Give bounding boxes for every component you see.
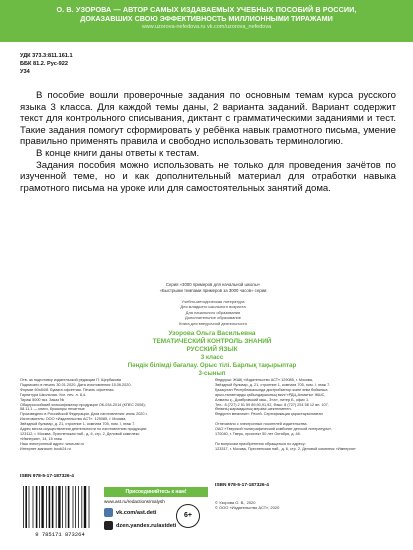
author-name: Узорова Ольга Васильевна [168, 330, 256, 337]
imprint-line: Тел.: 8 (727) 2 51 59 89,90,91,92, Факс: 8 (727) 251 58 12 вн. 107. [215, 402, 329, 407]
imprint-line: Гарнитура Школьная. Усл. печ. л. 8,4. [20, 392, 87, 397]
website-link[interactable]: www.ast.ru/redactions/malysh [104, 499, 165, 504]
imprint-line: Интернет-магазин: book24.ru [20, 446, 71, 451]
join-us-header: Присоединяйтесь к нам! [104, 487, 208, 497]
series-line-1: Серия «3000 примеров для начальной школы» [165, 282, 261, 287]
genre-line-4: Дополнительное образование [184, 315, 242, 321]
genre-info [118, 299, 308, 326]
kazakh-title: Пәндік білімді бағалау. Орыс тілі. Барлық тақырыптар [127, 362, 297, 369]
imprint-line: Формат 60х84/8. Бумага офсетная. Печать офсетная. [20, 387, 115, 392]
imprint-line: 123317, г. Москва, Пресненская наб., д. 6, стр. 2, Деловой комплекс «Империя» [215, 446, 356, 451]
imprint-line: ОАО «Тверской полиграфический комбинат детской литературы», [215, 427, 333, 432]
imprint-line: Общероссийский классификатор продукции ОК-034-2014 (КПЕС 2008); [20, 402, 146, 407]
annotation-text [20, 90, 396, 194]
imprint-line: Звёздный бульвар, д. 21, строение 1, комната 705, пом. I, этаж 7. [20, 422, 136, 427]
kazakh-grade: 3-сынып [198, 370, 226, 377]
imprint-line: Наш электронный адрес: www.ast.ru [20, 441, 85, 446]
imprint-line: По вопросам приобретения обращаться по адресу: [215, 441, 306, 446]
imprint-line: Өндіруші: ЖШҚ «Издательство АСТ» 129085, г. Москва, [215, 378, 313, 382]
imprint-line: 123112, г. Москва, Пресненская наб., д. 6, стр. 2, Деловой комплекс [20, 431, 140, 436]
imprint-line: Алматы қ., Домбровский көш., 3«а», литер Б, офис 1. [215, 397, 310, 402]
annotation-paragraph-1: В пособие вошли проверочные задания по основным темам курса русского языка 3 класса. Для каждой темы даны, 2 варианта заданий. Вариант содержит текст для контрольного списывания, диктант с грамматическими заданиями и тест. Такие задания помогут сформировать у ребёнка навык грамотного письма, умение правильно применять правила и свободно использовать терминологию. [20, 90, 396, 148]
imprint-line: 58.11.1 — книги, брошюры печатные [20, 407, 85, 412]
genre-line-1: Учебно-методическая литература [181, 299, 245, 304]
imprint-line: Адрес места осуществления деятельности по изготовлению продукции: [20, 427, 148, 432]
banner-links[interactable]: www.uzorova-nefedova.ru vk.com/uzorova_nefedova [141, 24, 272, 30]
imprint-line: Отв. за подготовку издательской редакции П. Щербакова [20, 378, 121, 382]
banner-line-1: О. В. УЗОРОВА — АВТОР САМЫХ ИЗДАВАЕМЫХ УЧЕБНЫХ ПОСОБИЙ В РОССИИ, [56, 5, 357, 14]
age-rating-badge: 6+ [176, 504, 200, 528]
barcode-number: 9 785171 873264 [35, 531, 85, 538]
classification-codes [20, 52, 73, 77]
imprint-line: Изготовитель: ООО «Издательство АСТ». 129085, г. Москва, [20, 417, 127, 422]
series-line-2: «Быстрыми темпами примеров за 3000 часов» серии [159, 287, 267, 293]
dzen-link[interactable]: dzen.yandex.ru/astdeti [116, 522, 177, 529]
banner-line-2: ДОКАЗАВШИХ СВОЮ ЭФФЕКТИВНОСТЬ МИЛЛИОННЫМИ ТИРАЖАМИ [80, 14, 333, 23]
genre-line-2: Для младшего школьного возраста [180, 304, 246, 310]
isbn-right: ISBN 978-5-17-187326-4 [215, 483, 269, 488]
imprint-line: Звёздный бульвар, д. 21, строение 1, комната 705, пом. I, этаж 7. [215, 382, 331, 387]
imprint-left [20, 378, 210, 452]
header-banner [0, 0, 413, 42]
imprint-line: Отпечатано с электронных носителей издательства. [215, 422, 308, 427]
imprint-line: арыз-талаптарды қабылдаушының өкілі «РДЦ-Алматы» ЖШС, [215, 392, 326, 397]
grade-label: 3 класс [200, 354, 224, 361]
vk-link[interactable]: vk.com/ast.deti [116, 509, 157, 516]
subject-title: РУССКИЙ ЯЗЫК [186, 346, 238, 353]
imprint-line: «Империя», 14, 15 этаж [20, 436, 62, 441]
copyright-block [215, 500, 279, 510]
imprint-line: 170040, г. Тверь, проспект 50 лет Октября, д. 46. [215, 431, 301, 436]
vk-icon [104, 508, 113, 517]
annotation-paragraph-2: В конце книги даны ответы к тестам. [36, 147, 200, 159]
imprint-line: Өндірген мемлекет: Ресей. Сертификация қарастырылмаған [215, 412, 323, 417]
imprint-line: Произведено в Российской Федерации. Дата изготовления: июнь 2020 г. [20, 412, 148, 417]
genre-line-5: Книга для внеурочной деятельности [179, 320, 247, 326]
isbn-left: ISBN 978-5-17-187326-4 [20, 474, 74, 479]
series-info [118, 282, 308, 293]
copyright-author: © Узорова О. В., 2020 [215, 500, 256, 505]
imprint-line: Қазақстан Республикасында дистрибьютор және өнім бойынша [215, 387, 328, 392]
genre-line-3: Для начального образования [185, 309, 241, 315]
imprint-line: Өнімнің жарамдылық мерзімі шектелмеген. [215, 407, 292, 412]
book-titles [112, 330, 312, 378]
annotation-paragraph-3: Задания пособия можно использовать не только для проведения зачётов по изученной теме, но и как дополнительный материал для отработки навыка грамотного письма на уроке или для самостоятельных занятий дома. [20, 159, 396, 194]
imprint-line: Подписано в печать 30.01.2020. Дата изготовления 15.06.2020. [20, 382, 132, 387]
dzen-icon [104, 521, 113, 530]
bbk-code: ББК 81.2. Рус-922 [20, 61, 69, 68]
book-title: ТЕМАТИЧЕСКИЙ КОНТРОЛЬ ЗНАНИЙ [152, 338, 272, 345]
copyright-publisher: © ООО «Издательство АСТ», 2020 [215, 505, 280, 511]
imprint-line: Тираж 5000 экз. Заказ № [20, 397, 65, 402]
imprint-right [215, 378, 395, 452]
author-code: У34 [20, 69, 30, 76]
udk-code: УДК 373.3:811.161.1 [20, 53, 73, 59]
barcode [20, 484, 100, 538]
